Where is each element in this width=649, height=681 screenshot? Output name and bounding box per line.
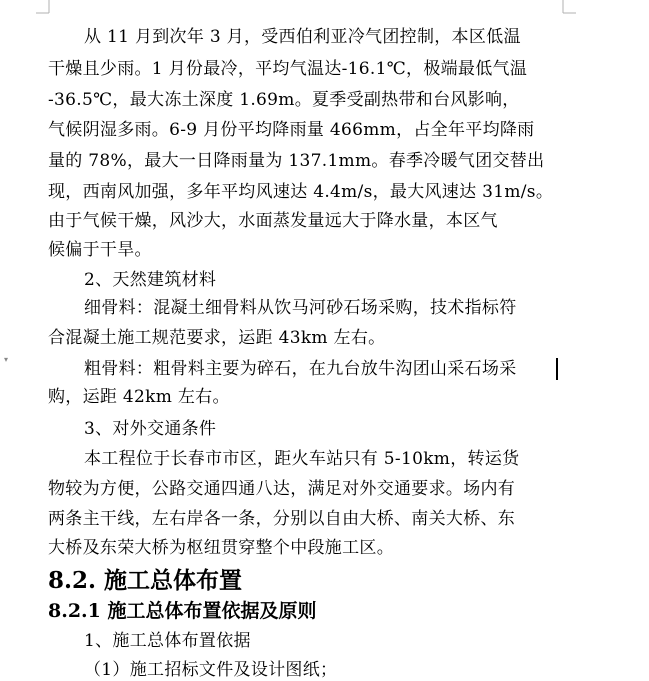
body-line-7: 由于气候干燥，风沙大，水面蒸发量远大于降水量，本区气 <box>48 211 498 231</box>
body-line-coarse-aggregate-2: 购，运距 42km 左右。 <box>48 387 230 407</box>
subheading-basis: 1、施工总体布置依据 <box>84 631 251 651</box>
paragraph-marker-icon: ▾ <box>4 355 9 364</box>
body-line-2: 干燥且少雨。1 月份最冷，平均气温达-16.1℃，极端最低气温 <box>48 59 528 79</box>
section-heading-transport: 3、对外交通条件 <box>84 419 217 439</box>
body-line-transport-1: 本工程位于长春市市区，距火车站只有 5-10km，转运货 <box>84 449 520 469</box>
body-line-1: 从 11 月到次年 3 月，受西伯利亚冷气团控制，本区低温 <box>84 27 521 47</box>
list-item-1: （1）施工招标文件及设计图纸； <box>84 660 338 680</box>
right-crop-mark <box>562 0 576 14</box>
body-line-transport-4: 大桥及东荣大桥为枢纽贯穿整个中段施工区。 <box>48 538 394 558</box>
text-cursor <box>556 358 558 380</box>
body-line-6: 现，西南风加强，多年平均风速达 4.4m/s，最大风速达 31m/s。 <box>48 182 554 202</box>
body-line-fine-aggregate-2: 合混凝土施工规范要求，运距 43km 左右。 <box>48 328 386 348</box>
body-line-8: 候偏于干旱。 <box>48 240 152 260</box>
section-heading-materials: 2、天然建筑材料 <box>84 270 217 290</box>
body-line-coarse-aggregate-1: 粗骨料：粗骨料主要为碎石，在九台放牛沟团山采石场采 <box>84 359 517 379</box>
body-line-3: -36.5℃，最大冻土深度 1.69m。夏季受副热带和台风影响， <box>48 90 520 110</box>
body-line-transport-2: 物较为方便，公路交通四通八达，满足对外交通要求。场内有 <box>48 479 516 499</box>
body-line-fine-aggregate-1: 细骨料：混凝土细骨料从饮马河砂石场采购，技术指标符 <box>84 298 517 318</box>
left-crop-mark <box>36 0 50 14</box>
body-line-transport-3: 两条主干线，左右岸各一条，分别以自由大桥、南关大桥、东 <box>48 509 516 529</box>
heading-8-2: 8.2. 施工总体布置 <box>48 567 243 594</box>
body-line-4: 气候阴湿多雨。6-9 月份平均降雨量 466mm，占全年平均降雨 <box>48 120 535 140</box>
body-line-5: 量的 78%，最大一日降雨量为 137.1mm。春季冷暖气团交替出 <box>48 151 545 171</box>
heading-8-2-1: 8.2.1 施工总体布置依据及原则 <box>48 600 317 622</box>
